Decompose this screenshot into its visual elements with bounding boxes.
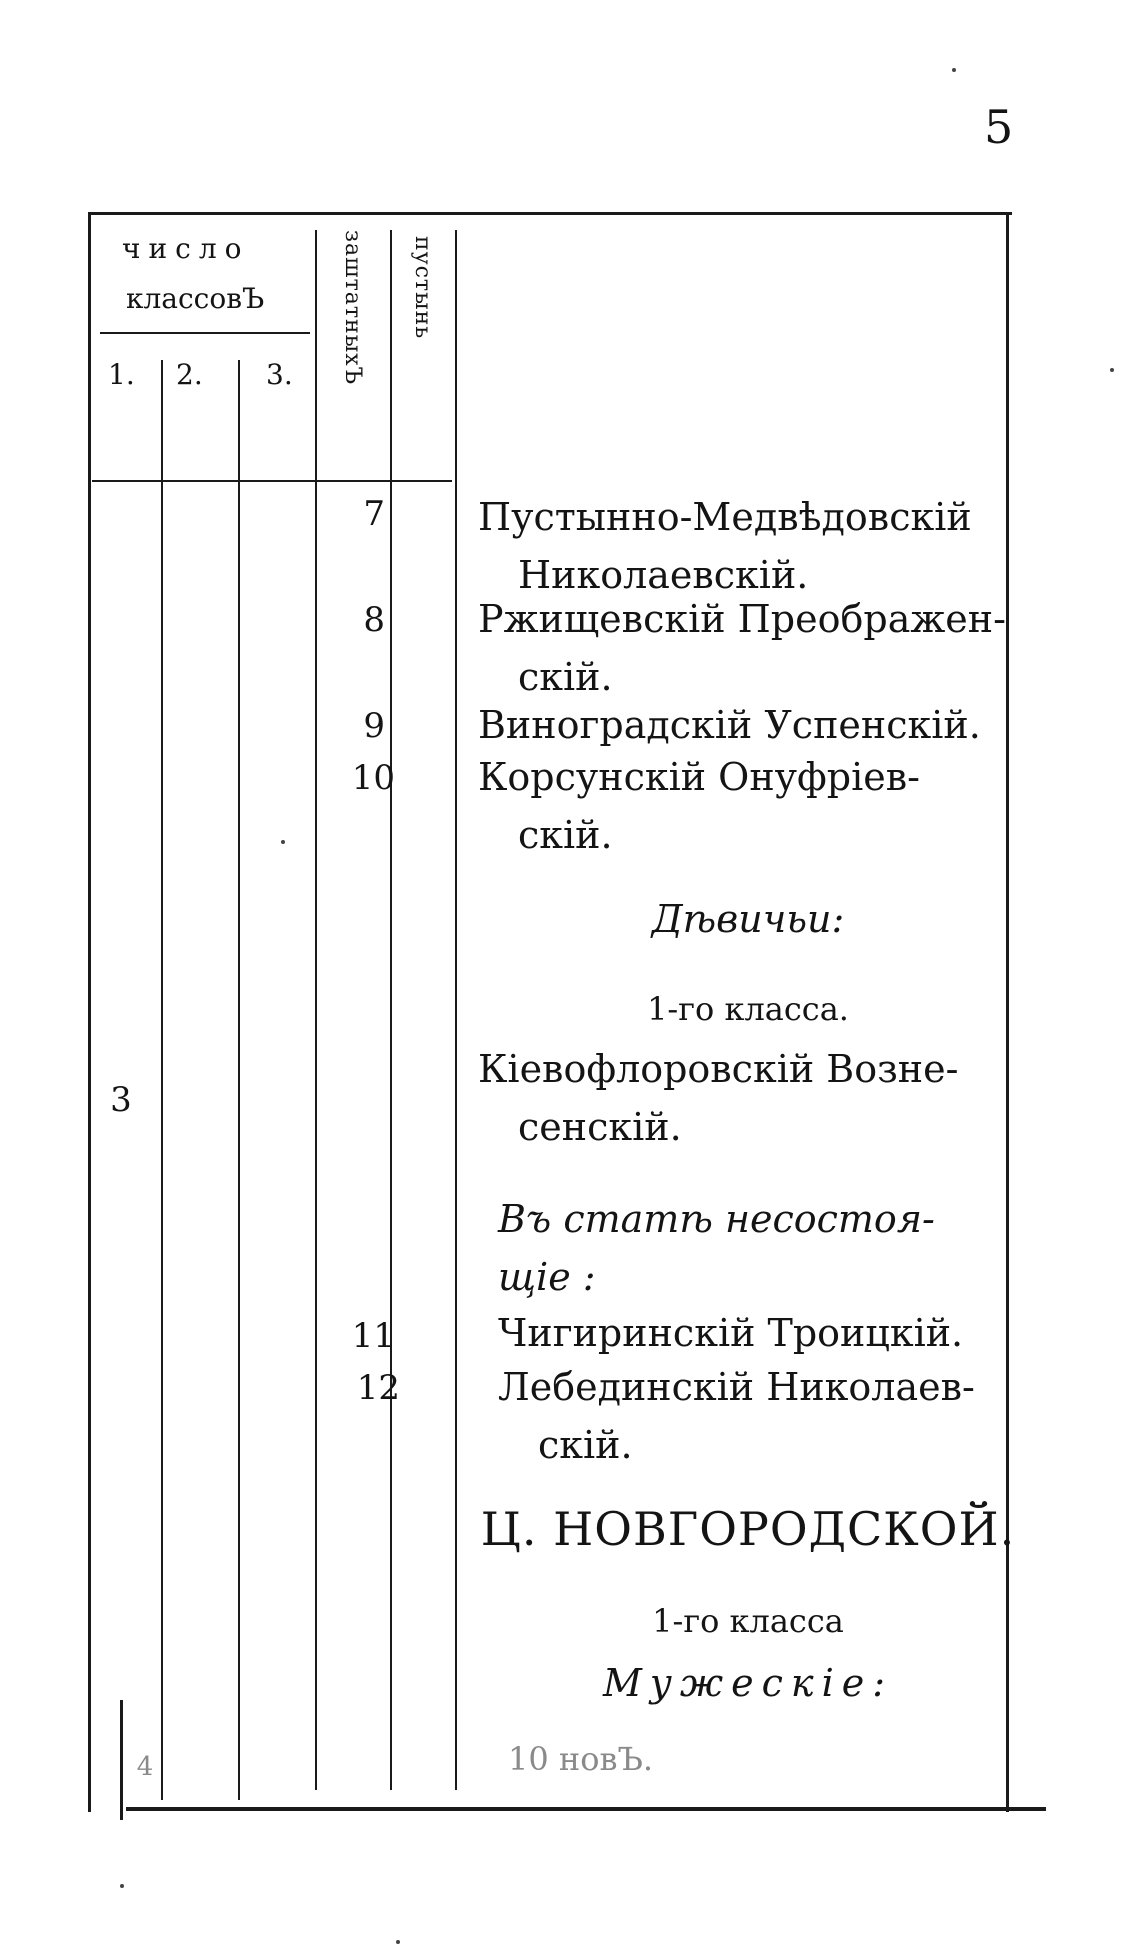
col-divider-1 <box>161 360 163 1800</box>
col-divider-2 <box>238 360 240 1800</box>
entry-line: Пустынно-Медвѣдовскій <box>478 495 972 539</box>
partial-line: 10 новЪ. <box>508 1740 654 1778</box>
class-col-2: 2. <box>176 358 203 391</box>
entry-line: Ржищевскій Преображен- <box>478 597 1006 641</box>
entry-line: Кіевофлоровскій Возне- <box>478 1047 959 1091</box>
entry-line: Виноградскій Успенскій. <box>478 703 981 747</box>
row-number: 9 <box>363 706 385 746</box>
section-heading-novgorod: Ц. НОВГОРОДСКОЙ. <box>480 1502 1016 1556</box>
class-label-novgorod: 1-го класса <box>652 1602 844 1640</box>
row-number: 7 <box>363 494 385 534</box>
entry-line: сенскій. <box>518 1105 682 1149</box>
scan-speck <box>952 68 956 72</box>
count-label-line1: число <box>122 232 250 265</box>
class-col-3: 3. <box>266 358 293 391</box>
count-header-rule <box>100 332 310 334</box>
class-label-women: 1-го класса. <box>647 990 849 1028</box>
heading-line: щіе : <box>498 1255 596 1299</box>
left-border <box>88 212 91 1812</box>
entry-line: скій. <box>518 655 613 699</box>
table-bottom-rule <box>126 1807 1046 1811</box>
list-item <box>478 1040 1018 1156</box>
subheading-novgorod: Мужескіе: <box>602 1661 894 1705</box>
list-item <box>478 748 1018 864</box>
entry-line: Корсунскій Онуфріев- <box>478 755 920 799</box>
section-heading-women: Дѣвичьи: <box>651 897 845 941</box>
table-top-rule <box>88 212 1012 215</box>
row-number: 10 <box>351 758 395 798</box>
entry-line: Чигиринскій Троицкій. <box>498 1311 964 1355</box>
list-item <box>498 1358 1038 1474</box>
entry-line: Николаевскій. <box>518 553 809 597</box>
staff-column-header: заштатныхЪ <box>340 230 365 386</box>
row-number: 11 <box>351 1316 395 1356</box>
count-label-line2: классовЪ <box>126 282 265 315</box>
entry-line: Лебединскій Николаев- <box>498 1365 975 1409</box>
scan-speck <box>396 1940 400 1944</box>
desert-column-header: пустынь <box>410 236 435 340</box>
entry-line: скій. <box>538 1423 633 1467</box>
class1-count-women: 3 <box>110 1080 132 1120</box>
entry-line: скій. <box>518 813 613 857</box>
list-item <box>478 488 1018 604</box>
scan-speck <box>120 1884 124 1888</box>
class-col-1: 1. <box>108 358 135 391</box>
scan-speck <box>1110 368 1114 372</box>
scan-speck <box>281 840 285 844</box>
col-divider-4 <box>390 230 392 1790</box>
list-item <box>478 590 1018 706</box>
class1-count-novgorod: 4 <box>136 1752 154 1782</box>
col-divider-5 <box>455 230 457 1790</box>
list-item <box>498 1304 1038 1362</box>
row-number: 8 <box>363 600 385 640</box>
list-item <box>478 696 1018 754</box>
page-number: 5 <box>984 100 1014 154</box>
row-number: 12 <box>356 1368 400 1408</box>
header-bottom-rule <box>92 480 452 482</box>
col-divider-3 <box>315 230 317 1790</box>
section-heading-noncontained <box>498 1190 1038 1306</box>
heading-line: Въ статѣ несостоя- <box>498 1197 935 1241</box>
